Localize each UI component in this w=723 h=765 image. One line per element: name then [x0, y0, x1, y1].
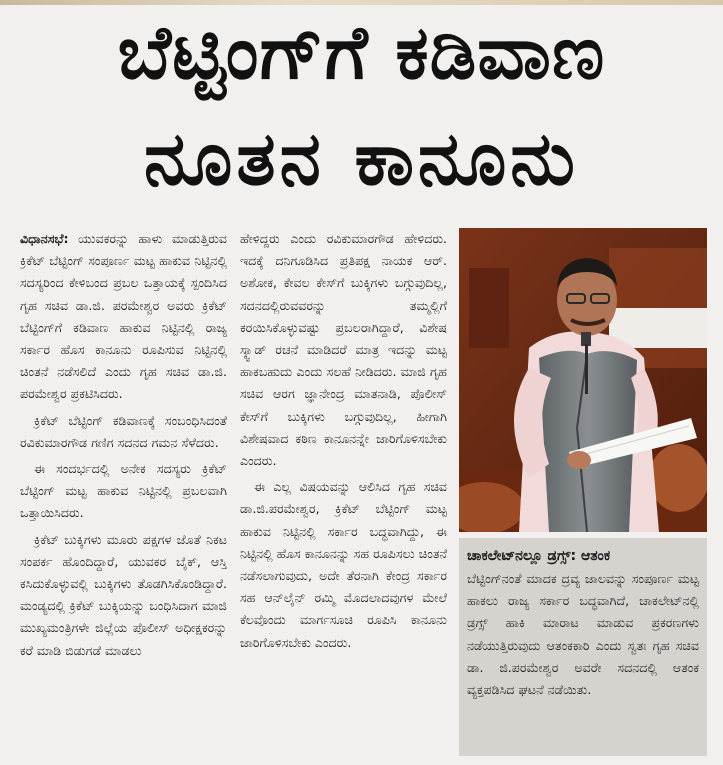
assembly-photo-illustration	[459, 228, 707, 532]
sidebar-box	[459, 538, 707, 756]
headline-line-2: ನೂತನ ಕಾನೂನು	[144, 116, 579, 202]
article-column-1	[20, 228, 227, 756]
news-photo	[459, 228, 707, 532]
article-paragraph	[20, 228, 227, 406]
dateline: ವಿಧಾನಸಭೆ:	[20, 231, 69, 246]
sidebar-title: ಚಾಕಲೇಟ್‌ನಲ್ಲೂ ಡ್ರಗ್ಸ್: ಆತಂಕ	[467, 548, 611, 564]
article-paragraph: ಕ್ರಿಕೆಟ್ ಬೆಟ್ಟಿಂಗ್ ಕಡಿವಾಣಕ್ಕೆ ಸಂಬಂಧಿಸಿದಂತೆ ರವಿಕುಮಾರಗೌಡ ಗಣಿಗ ಸದನದ ಗಮನ ಸೆಳೆದರು.	[20, 412, 227, 450]
top-strip	[0, 0, 723, 5]
article-paragraph: ಈ ಸಂದರ್ಭದಲ್ಲಿ ಅನೇಕ ಸದಸ್ಯರು ಕ್ರಿಕೆಟ್ ಬೆಟ್ಟಿಂಗ್ ಮಟ್ಟ ಹಾಕುವ ನಿಟ್ಟಿನಲ್ಲಿ ಪ್ರಬಲವಾಗಿ ಒತ್ತಾಯಿಸಿದರು.	[20, 461, 227, 521]
sidebar-body: ಬೆಟ್ಟಿಂಗ್‌ನಂತೆ ಮಾದಕ ದ್ರವ್ಯ ಜಾಲವನ್ನು ಸಂಪೂರ್ಣ ಮಟ್ಟ ಹಾಕಲು ರಾಜ್ಯ ಸರ್ಕಾರ ಬದ್ಧವಾಗಿದೆ, ಚಾಕಲೇಟ್‌ನಲ್ಲಿ ಡ್ರಗ್ಸ್ ಹಾಕಿ ಮಾರಾಟ ಮಾಡುವ ಪ್ರಕರಣಗಳು ನಡೆಯುತ್ತಿರುವುದು ಆತಂಕಕಾರಿ ಎಂದು ಸ್ವತಃ ಗೃಹ ಸಚಿವ ಡಾ. ಜಿ.ಪರಮೇಶ್ವರ ಅವರೇ ಸದನದಲ್ಲಿ ಆತಂಕ ವ್ಯಕ್ತಪಡಿಸಿದ ಘಟನೆ ನಡೆಯಿತು.	[467, 571, 699, 698]
headline-line-1: ಬೆಟ್ಟಿಂಗ್‌ಗೆ ಕಡಿವಾಣ	[117, 10, 606, 96]
article-paragraph: ಕ್ರಿಕೆಟ್ ಬುಕ್ಕಿಗಳು ಮೂರು ಪಕ್ಷಗಳ ಜೊತೆ ನಿಕಟ ಸಂಪರ್ಕ ಹೊಂದಿದ್ದಾರೆ, ಯುವಕರ ಬೈಕ್, ಆಸ್ತಿ ಕಸಿದುಕೊಳ್ಳುವಲ್ಲಿ ಬುಕ್ಕಿಗಳು ತೊಡಗಿಸಿಕೊಂಡಿದ್ದಾರೆ. ಮಂಡ್ಯದಲ್ಲಿ ಕ್ರಿಕೆಟ್ ಬುಕ್ಕಿಯನ್ನು ಬಂಧಿಸಿದಾಗ ಮಾಜಿ ಮುಖ್ಯಮಂತ್ರಿಗಳೇ ಜಿಲ್ಲೆಯ ಪೊಲೀಸ್ ಅಧೀಕ್ಷಕರನ್ನು ಕರೆ ಮಾಡಿ ಬಿಡುಗಡೆ ಮಾಡಲು	[20, 531, 227, 658]
headline	[0, 10, 723, 220]
article-paragraph: ಈ ಎಲ್ಲ ವಿಷಯವನ್ನು ಆಲಿಸಿದ ಗೃಹ ಸಚಿವ ಡಾ.ಜಿ.ಪರಮೇಶ್ವರ, ಕ್ರಿಕೆಟ್ ಬೆಟ್ಟಿಂಗ್ ಮಟ್ಟ ಹಾಕುವ ನಿಟ್ಟಿನಲ್ಲಿ ಸರ್ಕಾರ ಬದ್ಧವಾಗಿದ್ದು, ಈ ನಿಟ್ಟಿನಲ್ಲಿ ಹೊಸ ಕಾನೂನನ್ನು ಸಹ ರೂಪಿಸಲು ಚಿಂತನೆ ನಡೆಸಲಾಗುವುದು, ಅದೇ ತೆರನಾಗಿ ಕೇಂದ್ರ ಸರ್ಕಾರ ಸಹ ಆನ್‌ಲೈನ್ ರಮ್ಮಿ ಮೊದಲಾದವುಗಳ ಮೇಲೆ ಕೆಲವೊಂದು ಮಾರ್ಗಸೂಚಿ ರೂಪಿಸಿ ಕಾನೂನು ಜಾರಿಗೊಳಿಸಬೇಕು ಎಂದರು.	[240, 479, 447, 650]
article-column-2	[240, 228, 447, 756]
paragraph-text: ಯುವಕರನ್ನು ಹಾಳು ಮಾಡುತ್ತಿರುವ ಕ್ರಿಕೆಟ್ ಬೆಟ್ಟಿಂಗ್ ಸಂಪೂರ್ಣ ಮಟ್ಟ ಹಾಕುವ ನಿಟ್ಟಿನಲ್ಲಿ ಸದಸ್ಯರಿಂದ ಕೇಳಿಬಂದ ಪ್ರಬಲ ಒತ್ತಾಯಕ್ಕೆ ಸ್ಪಂದಿಸಿದ ಗೃಹ ಸಚಿವ ಡಾ.ಜಿ. ಪರಮೇಶ್ವರ ಅವರು ಕ್ರಿಕೆಟ್ ಬೆಟ್ಟಿಂಗ್‌ಗೆ ಕಡಿವಾಣ ಹಾಕುವ ನಿಟ್ಟಿನಲ್ಲಿ ರಾಜ್ಯ ಸರ್ಕಾರ ಹೊಸ ಕಾನೂನು ರೂಪಿಸುವ ನಿಟ್ಟಿನಲ್ಲಿ ಚಿಂತನೆ ನಡೆಸಲಿದೆ ಎಂದು ಗೃಹ ಸಚಿವ ಡಾ.ಜಿ. ಪರಮೇಶ್ವರ ಪ್ರಕಟಿಸಿದರು.	[20, 231, 227, 402]
article-paragraph: ಹೇಳಿದ್ದರು ಎಂದು ರವಿಕುಮಾರಗೌಡ ಹೇಳಿದರು. ಇದಕ್ಕೆ ದನಿಗೂಡಿಸಿದ ಪ್ರತಿಪಕ್ಷ ನಾಯಕ ಆರ್. ಅಶೋಕ, ಕೇವಲ ಕೇಸ್‌ಗೆ ಬುಕ್ಕಿಗಳು ಬಗ್ಗುವುದಿಲ್ಲ, ಸದನದಲ್ಲಿರುವವರನ್ನು ತಮ್ಮಲ್ಲಿಗೆ ಕರಯಿಸಿಕೊಳ್ಳುವಷ್ಟು ಪ್ರಬಲರಾಗಿದ್ದಾರೆ, ವಿಶೇಷ ಸ್ಕ್ವಾಡ್ ರಚನೆ ಮಾಡಿದರೆ ಮಾತ್ರ ಇದನ್ನು ಮಟ್ಟ ಹಾಕಬಹುದು ಎಂದು ಸಲಹೆ ನೀಡಿದರು. ಮಾಜಿ ಗೃಹ ಸಚಿವ ಆರಗ ಜ್ಞಾನೇಂದ್ರ ಮಾತನಾಡಿ, ಪೊಲೀಸ್ ಕೇಸ್‌ಗೆ ಬುಕ್ಕಿಗಳು ಬಗ್ಗುವುದಿಲ್ಲ, ಹೀಗಾಗಿ ವಿಶೇಷವಾದ ಕಠಿಣ ಕಾನೂನನ್ನೇ ಜಾರಿಗೊಳಿಸಬೇಕು ಎಂದರು.	[240, 231, 447, 469]
